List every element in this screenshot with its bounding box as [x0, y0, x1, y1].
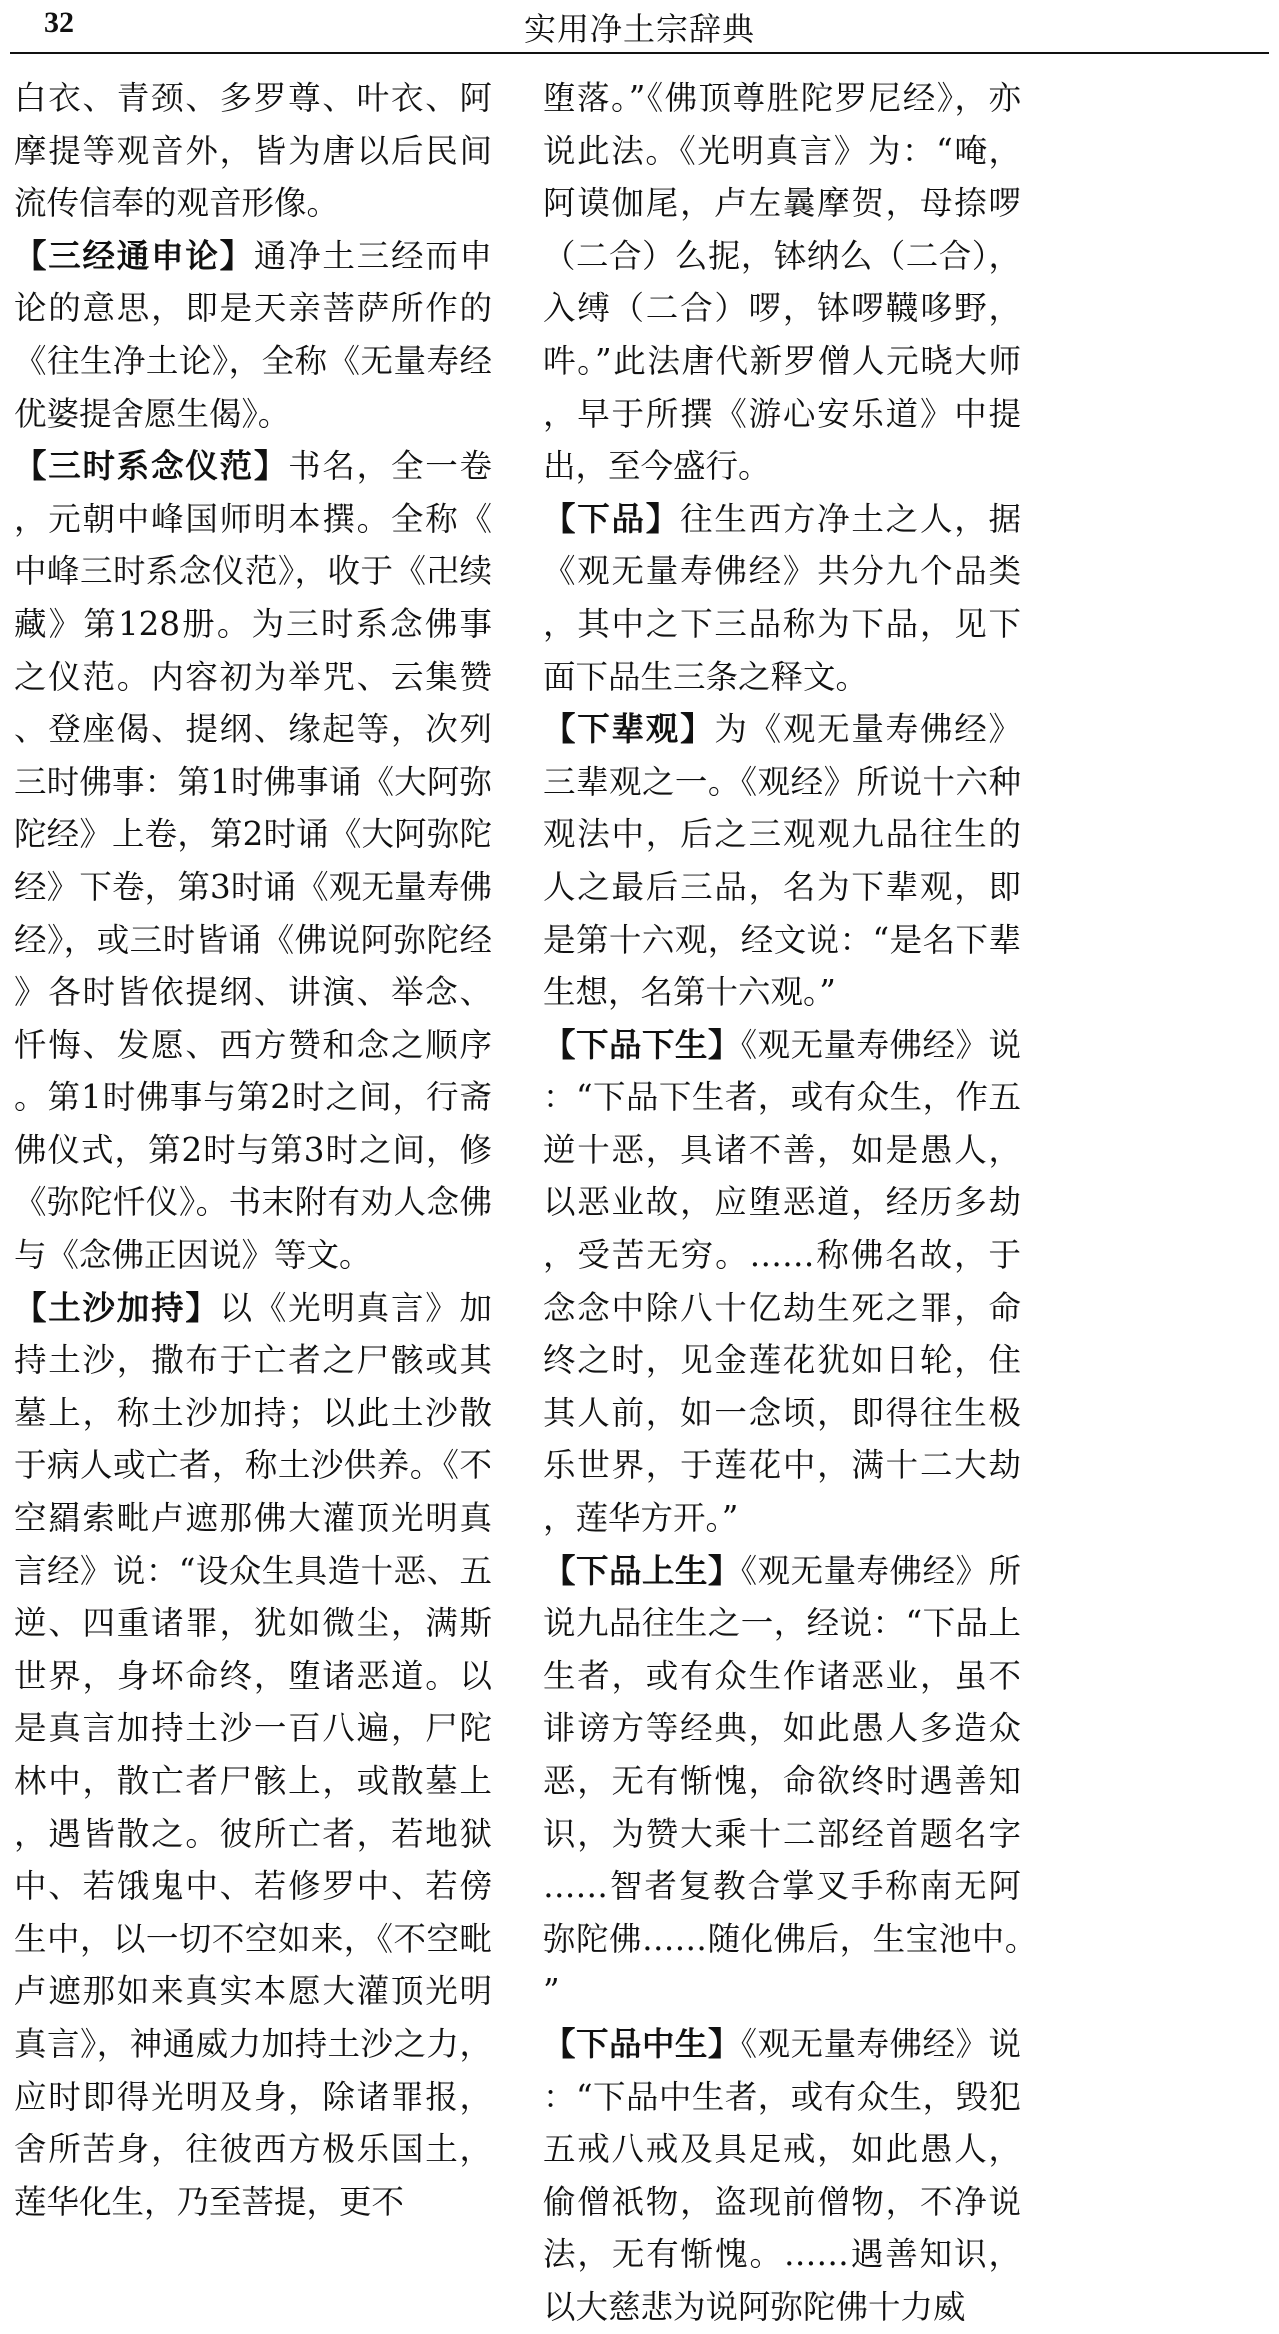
entry-text: 白衣、青颈、多罗尊、叶衣、阿摩提等观音外，皆为唐以后民间流传信奉的观音形像。: [14, 79, 492, 223]
entry-tusha-jiachi: [14, 1282, 492, 2229]
entry-xiabei-guan: [543, 703, 1021, 1019]
left-column: [14, 72, 492, 2228]
entry-headword: 【下品】: [543, 498, 681, 538]
entry-sanjing-tongshenlun: [14, 230, 492, 440]
entry-headword: 【下品下生】: [543, 1024, 741, 1064]
entry-headword: 【三时系念仪范】: [14, 446, 289, 486]
entry-text: 以《光明真言》加持土沙，撒布于亡者之尸骸或其墓上，称土沙加持；以此土沙散于病人或亡者，称土沙供养。《不空羂索毗卢遮那佛大灌顶光明真言经》说：“设众生具造十恶、五逆、四重诸罪，犹如微尘，满斯世界，身坏命终，堕诸恶道。以是真言加持土沙一百八遍，尸陀林中，散亡者尸骸上，或散墓上，遇皆散之。彼所亡者，若地狱中、若饿鬼中、若修罗中、若傍生中，以一切不空如来，《不空毗卢遮那如来真实本愿大灌顶光明真言》，神通威力加持土沙之力，应时即得光明及身，除诸罪报，舍所苦身，往彼西方极乐国土，莲华化生，乃至菩提，更不: [14, 1288, 492, 2221]
entry-continued: [543, 72, 1021, 493]
entry-sanshi-xinian-yifan: [14, 440, 492, 1282]
right-column: [543, 72, 1021, 2334]
page-number: 32: [44, 6, 74, 39]
entry-continued: [14, 72, 492, 230]
entry-text: 《观无量寿佛经》说：“下品中生者，或有众生，毁犯五戒八戒及具足戒，如此愚人，偷僧祇物，盗现前僧物，不净说法，无有惭愧。……遇善知识，以大慈悲为说阿弥陀佛十力威: [543, 2024, 1021, 2326]
entry-headword: 【三经通申论】: [14, 235, 254, 275]
entry-text: 《观无量寿佛经》说：“下品下生者，或有众生，作五逆十恶，具诸不善，如是愚人，以恶业故，应堕恶道，经历多劫，受苦无穷。……称佛名故，于念念中除八十亿劫生死之罪，命终之时，见金莲花犹如日轮，住其人前，如一念顷，即得往生极乐世界，于莲花中，满十二大劫，莲华方开。”: [543, 1025, 1021, 1538]
entry-text: 堕落。”《佛顶尊胜陀罗尼经》，亦说此法。《光明真言》为：“唵，阿谟伽尾，卢左曩摩贺，母捺啰（二合）么抳，钵纳么（二合），入缚（二合）啰，钵啰韈哆野，吽。”此法唐代新罗僧人元晓大师，早于所撰《游心安乐道》中提出，至今盛行。: [543, 79, 1021, 486]
entry-text: 往生西方净土之人，据《观无量寿佛经》共分九个品类，其中之下三品称为下品，见下面下品生三条之释文。: [543, 499, 1021, 696]
entry-headword: 【下品上生】: [543, 1550, 741, 1590]
running-title: 实用净土宗辞典: [523, 10, 755, 48]
entry-xiapin-shangsheng: [543, 1545, 1021, 2018]
entry-xiapin-xiasheng: [543, 1019, 1021, 1545]
page-header: [0, 0, 1279, 56]
entry-text: 为《观无量寿佛经》三辈观之一。《观经》所说十六种观法中，后之三观观九品往生的人之最后三品，名为下辈观，即是第十六观，经文说：“是名下辈生想，名第十六观。”: [543, 710, 1021, 1012]
header-rule: [10, 52, 1269, 54]
entry-headword: 【下辈观】: [543, 709, 715, 749]
entry-text: 通净土三经而申论的意思，即是天亲菩萨所作的《往生净土论》，全称《无量寿经优婆提舍愿生偈》。: [14, 236, 492, 433]
entry-headword: 【土沙加持】: [14, 1287, 220, 1327]
entry-xiapin-zhongsheng: [543, 2018, 1021, 2334]
entry-headword: 【下品中生】: [543, 2023, 741, 2063]
entry-text: 书名，全一卷，元朝中峰国师明本撰。全称《中峰三时系念仪范》，收于《卍续藏》第128册。为三时系念佛事之仪范。内容初为举咒、云集赞、登座偈、提纲、缘起等，次列三时佛事：第1时佛事诵《大阿弥陀经》上卷，第2时诵《大阿弥陀经》下卷，第3时诵《观无量寿佛经》，或三时皆诵《佛说阿弥陀经》各时皆依提纲、讲演、举念、忏悔、发愿、西方赞和念之顺序。第1时佛事与第2时之间，行斋佛仪式，第2时与第3时之间，修《弥陀忏仪》。书末附有劝人念佛与《念佛正因说》等文。: [14, 447, 492, 1275]
entry-text: 《观无量寿佛经》所说九品往生之一，经说：“下品上生者，或有众生作诸恶业，虽不诽谤方等经典，如此愚人多造众恶，无有惭愧，命欲终时遇善知识，为赞大乘十二部经首题名字……智者复教合掌叉手称南无阿弥陀佛……随化佛后，生宝池中。”: [543, 1551, 1021, 2011]
entry-xiapin: [543, 493, 1021, 703]
